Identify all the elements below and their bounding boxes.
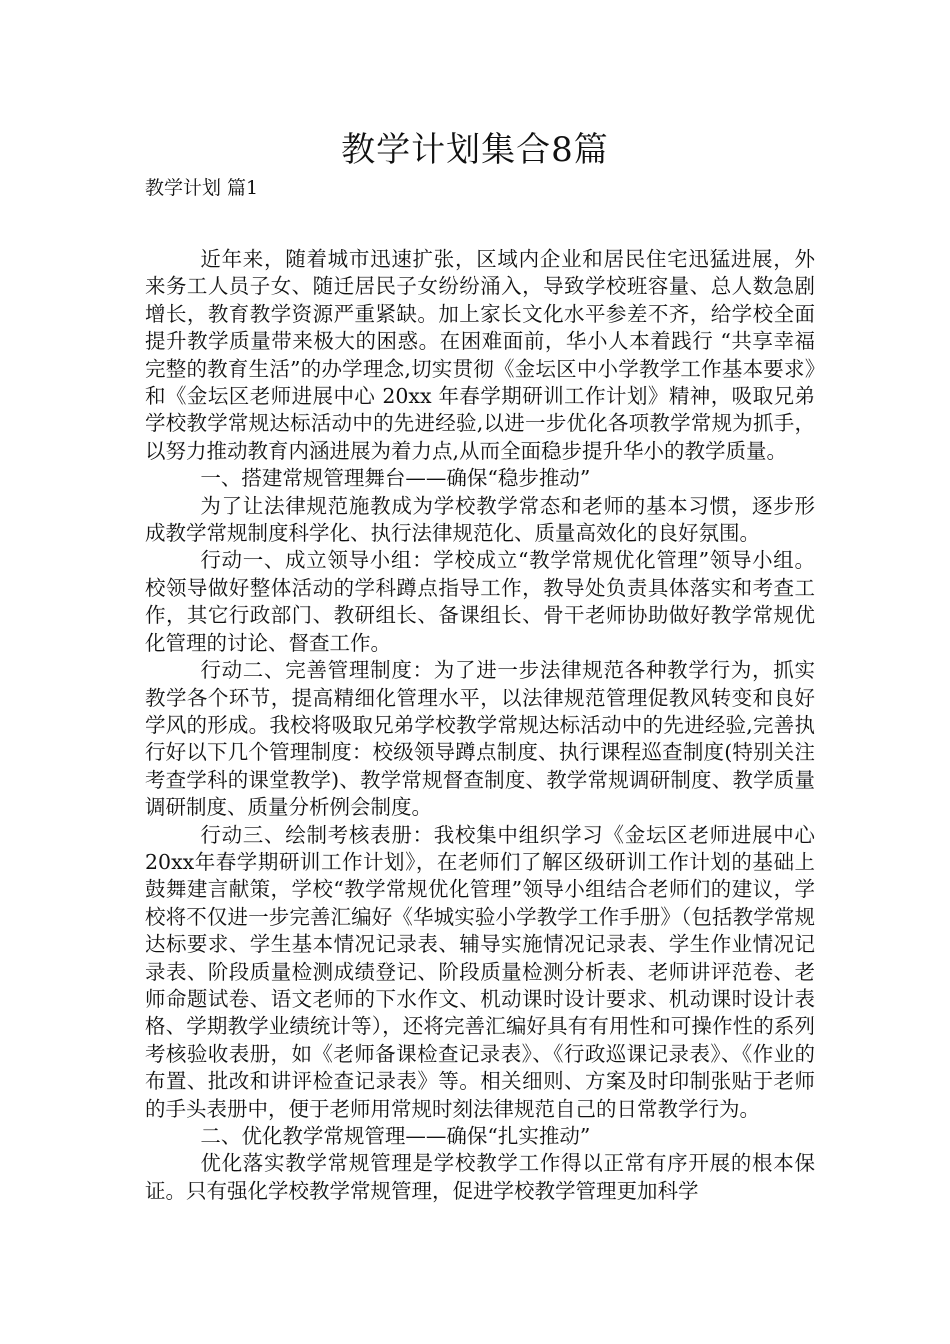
paragraph-action-3: 行动三、绘制考核表册：我校集中组织学习《金坛区老师进展中心20xx年春学期研训工作计划》，在老师们了解区级研训工作计划的基础上鼓舞建言献策，学校“教学常规优化管理”领导小组结合老师们的建议，学校将不仅进一步完善汇编好《华城实验小学教学工作手册》（包括教学常规达标要求、学生基本情况记录表、辅导实施情况记录表、学生作业情况记录表、阶段质量检测成绩登记、阶段质量检测分析表、老师讲评范卷、老师命题试卷、语文老师的下水作文、机动课时设计要求、机动课时设计表格、学期教学业绩统计等），还将完善汇编好具有有用性和可操作性的系列考核验收表册，如《老师备课检查记录表》、《行政巡课记录表》、《作业的布置、批改和讲评检查记录表》等。相关细则、方案及时印制张贴于老师的手头表册中，便于老师用常规时刻法律规范自己的日常教学行为。 xyxy=(145,822,815,1121)
paragraph-section-2-intro: 优化落实教学常规管理是学校教学工作得以正常有序开展的根本保证。只有强化学校教学常规管理，促进学校教学管理更加科学 xyxy=(145,1151,815,1203)
heading-section-2: 二、优化教学常规管理——确保“扎实推动” xyxy=(200,1124,591,1148)
document-title: 教学计划集合8篇 xyxy=(341,130,609,170)
heading-section-1: 一、搭建常规管理舞台——确保“稳步推动” xyxy=(200,466,591,491)
paragraph-action-1: 行动一、成立领导小组：学校成立“教学常规优化管理”领导小组。校领导做好整体活动的学科蹲点指导工作，教导处负责具体落实和考查工作，其它行政部门、教研组长、备课组长、骨干老师协助做好教学常规优化管理的讨论、督查工作。 xyxy=(145,548,815,655)
paragraph-section-1-intro: 为了让法律规范施教成为学校教学常态和老师的基本习惯，逐步形成教学常规制度科学化、执行法律规范化、质量高效化的良好氛围。 xyxy=(145,493,815,546)
section-subtitle: 教学计划 篇1 xyxy=(145,177,259,199)
document-body xyxy=(145,246,815,1205)
paragraph-intro: 近年来，随着城市迅速扩张，区域内企业和居民住宅迅猛进展，外来务工人员子女、随迁居民子女纷纷涌入，导致学校班容量、总人数急剧增长，教育教学资源严重紧缺。加上家长文化水平参差不齐，给学校全面提升教学质量带来极大的困惑。在困难面前，华小人本着践行 “共享幸福完整的教育生活”的办学理念,切实贯彻《金坛区中小学教学工作基本要求》和《金坛区老师进展中心 20xx 年春学期研训工作计划》精神，吸取兄弟学校教学常规达标活动中的先进经验,以进一步优化各项教学常规为抓手，以努力推动教育内涵进展为着力点,从而全面稳步提升华小的教学质量。 xyxy=(145,247,815,463)
paragraph-action-2: 行动二、完善管理制度：为了进一步法律规范各种教学行为，抓实教学各个环节，提高精细化管理水平，以法律规范管理促教风转变和良好学风的形成。我校将吸取兄弟学校教学常规达标活动中的先进经验,完善执行好以下几个管理制度：校级领导蹲点制度、执行课程巡查制度(特别关注考查学科的课堂教学)、教学常规督查制度、教学常规调研制度、教学质量调研制度、质量分析例会制度。 xyxy=(145,658,815,820)
